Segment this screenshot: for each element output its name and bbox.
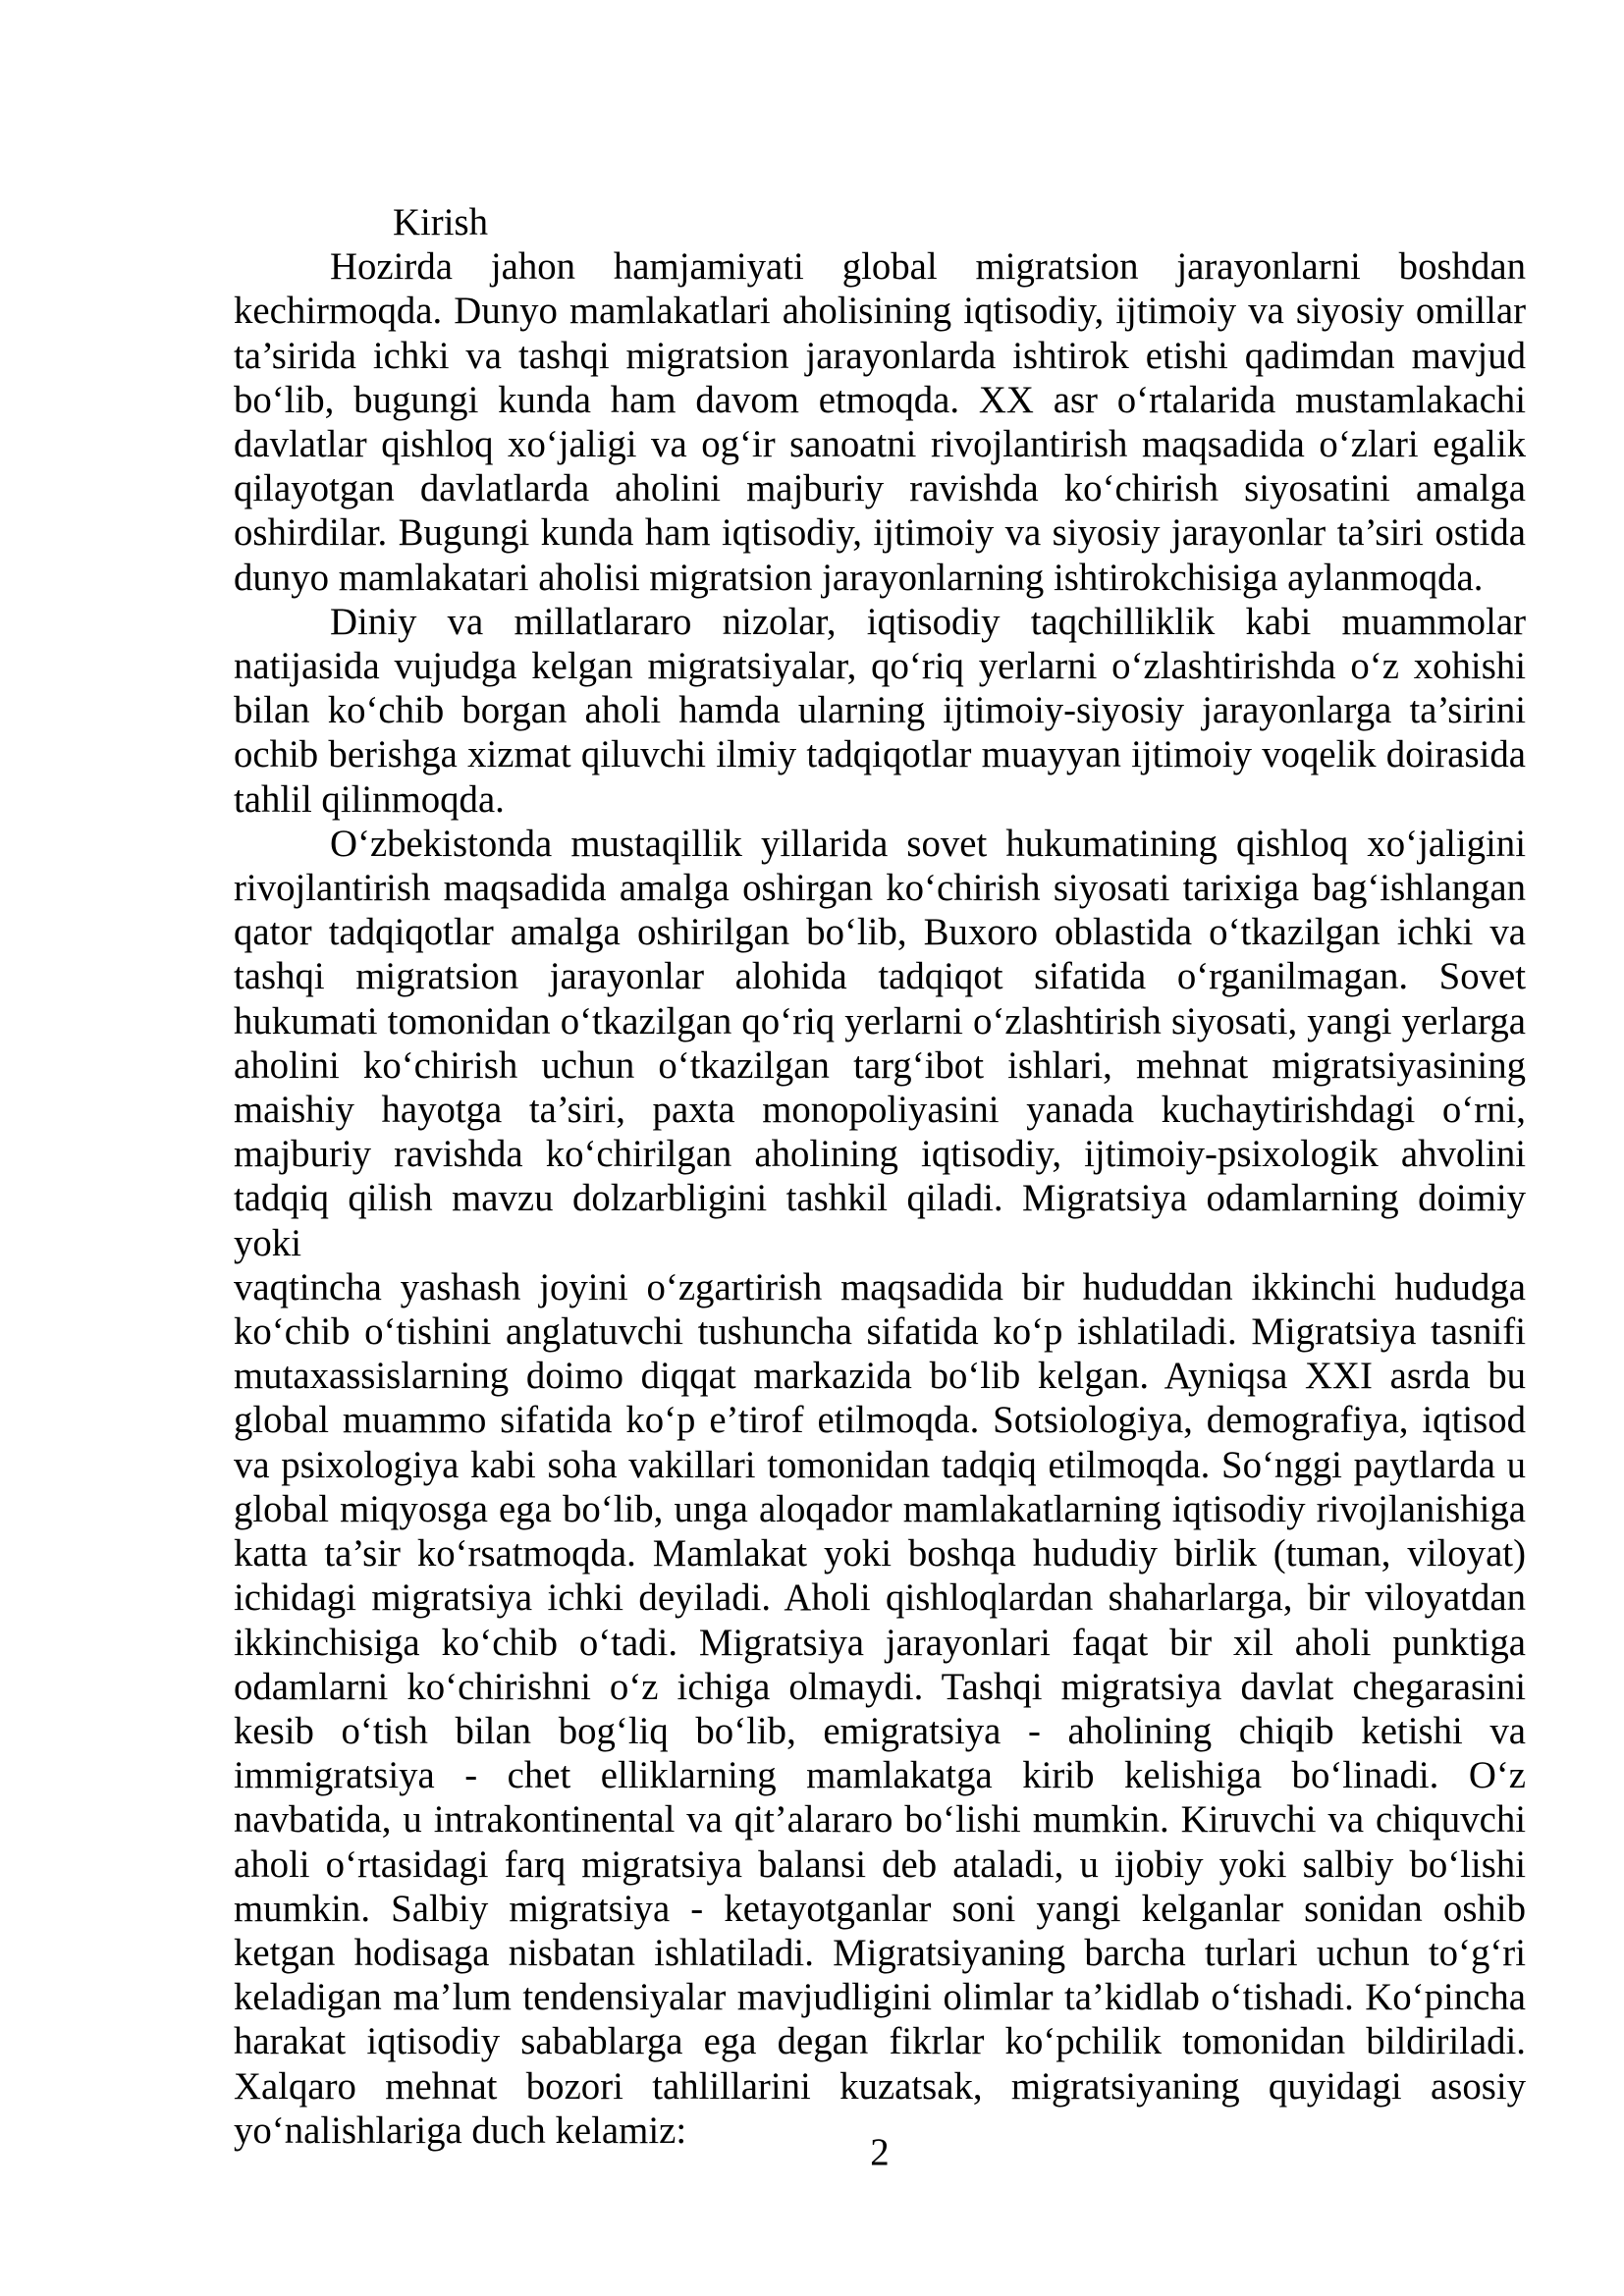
text-line: natijasida vujudga kelgan migratsiyalar, qo‘riq yerlarni o‘zlashtirishda o‘z xohishi [234, 645, 1526, 688]
text-line: davlatlar qishloq xo‘jaligi va og‘ir sanoatni rivojlantirish maqsadida o‘zlari egalik [234, 423, 1526, 466]
text-line: O‘zbekistonda mustaqillik yillarida sovet hukumatining qishloq xo‘jaligini [330, 822, 1526, 865]
text-line: global muammo sifatida ko‘p e’tirof etilmoqda. Sotsiologiya, demografiya, iqtisod [234, 1399, 1526, 1442]
text-line: aholi o‘rtasidagi farq migratsiya balansi deb ataladi, u ijobiy yoki salbiy bo‘lishi [234, 1842, 1526, 1886]
text-line: Hozirda jahon hamjamiyati global migratsion jarayonlarni boshdan [330, 245, 1526, 289]
text-line: majburiy ravishda ko‘chirilgan aholining iqtisodiy, ijtimoiy-psixologik ahvolini [234, 1133, 1526, 1176]
paragraph-2 [234, 600, 1526, 822]
text-line: rivojlantirish maqsadida amalga oshirgan ko‘chirish siyosati tarixiga bag‘ishlangan [234, 867, 1526, 910]
section-heading: Kirish [393, 201, 488, 243]
text-line: maishiy hayotga ta’siri, paxta monopoliyasini yanada kuchaytirishdagi o‘rni, [234, 1089, 1526, 1132]
text-line: immigratsiya - chet elliklarning mamlakatga kirib kelishiga bo‘linadi. O‘z [234, 1754, 1526, 1797]
paragraph-1 [234, 244, 1526, 600]
text-line: oshirdilar. Bugungi kunda ham iqtisodiy, ijtimoiy va siyosiy jarayonlar ta’siri ostida [234, 511, 1526, 555]
text-line: vaqtincha yashash joyini o‘zgartirish maqsadida bir hududdan ikkinchi hududga [234, 1265, 1526, 1308]
text-line: bilan ko‘chib borgan aholi hamda ularning ijtimoiy-siyosiy jarayonlarga ta’sirini [234, 689, 1526, 732]
text-line: qator tadqiqotlar amalga oshirilgan bo‘lib, Buxoro oblastida o‘tkazilgan ichki va [234, 911, 1526, 954]
text-line: ikkinchisiga ko‘chib o‘tadi. Migratsiya jarayonlari faqat bir xil aholi punktiga [234, 1621, 1526, 1664]
text-line: ochib berishga xizmat qiluvchi ilmiy tadqiqotlar muayyan ijtimoiy voqelik doirasida [234, 733, 1526, 776]
text-line: tadqiq qilish mavzu dolzarbligini tashkil qiladi. Migratsiya odamlarning doimiy yoki [234, 1177, 1526, 1264]
text-line: ko‘chib o‘tishini anglatuvchi tushuncha sifatida ko‘p ishlatiladi. Migratsiya tasnifi [234, 1310, 1526, 1354]
text-line: bo‘lib, bugungi kunda ham davom etmoqda. XX asr o‘rtalarida mustamlakachi [234, 378, 1526, 421]
text-line: yo‘nalishlariga duch kelamiz: [234, 2109, 687, 2152]
text-line: Xalqaro mehnat bozori tahlillarini kuzatsak, migratsiyaning quyidagi asosiy [234, 2064, 1526, 2108]
text-line: keladigan ma’lum tendensiyalar mavjudligini olimlar ta’kidlab o‘tishadi. Ko‘pincha [234, 1976, 1526, 2019]
document-body [234, 200, 1526, 2153]
text-line: ketgan hodisaga nisbatan ishlatiladi. Migratsiyaning barcha turlari uchun to‘g‘ri [234, 1931, 1526, 1974]
text-line: ichidagi migratsiya ichki deyiladi. Aholi qishloqlardan shaharlarga, bir viloyatdan [234, 1576, 1526, 1620]
text-line: ta’sirida ichki va tashqi migratsion jarayonlarda ishtirok etishi qadimdan mavjud [234, 334, 1526, 377]
text-line: mutaxassislarning doimo diqqat markazida bo‘lib kelgan. Ayniqsa XXI asrda bu [234, 1355, 1526, 1398]
text-line: tahlil qilinmoqda. [234, 777, 505, 821]
text-line: odamlarni ko‘chirishni o‘z ichiga olmaydi. Tashqi migratsiya davlat chegarasini [234, 1665, 1526, 1708]
text-line: kesib o‘tish bilan bog‘liq bo‘lib, emigratsiya - aholining chiqib ketishi va [234, 1709, 1526, 1752]
text-line: katta ta’sir ko‘rsatmoqda. Mamlakat yoki boshqa hududiy birlik (tuman, viloyat) [234, 1532, 1526, 1575]
page-number: 2 [870, 2131, 890, 2173]
paragraph-3 [234, 822, 1526, 2153]
text-line: navbatida, u intrakontinental va qit’alararo bo‘lishi mumkin. Kiruvchi va chiquvchi [234, 1798, 1526, 1842]
text-line: global miqyosga ega bo‘lib, unga aloqador mamlakatlarning iqtisodiy rivojlanishiga [234, 1487, 1526, 1530]
text-line: harakat iqtisodiy sabablarga ega degan fikrlar ko‘pchilik tomonidan bildiriladi. [234, 2020, 1526, 2063]
text-line: va psixologiya kabi soha vakillari tomonidan tadqiq etilmoqda. So‘nggi paytlarda u [234, 1443, 1526, 1486]
text-line: dunyo mamlakatari aholisi migratsion jarayonlarning ishtirokchisiga aylanmoqda. [234, 556, 1484, 599]
text-line: aholini ko‘chirish uchun o‘tkazilgan targ‘ibot ishlari, mehnat migratsiyasining [234, 1043, 1526, 1087]
text-line: kechirmoqda. Dunyo mamlakatlari aholisining iqtisodiy, ijtimoiy va siyosiy omillar [234, 290, 1526, 333]
text-line: mumkin. Salbiy migratsiya - ketayotganlar soni yangi kelganlar sonidan oshib [234, 1887, 1526, 1930]
text-line: Diniy va millatlararo nizolar, iqtisodiy taqchilliklik kabi muammolar [330, 600, 1526, 643]
text-line: tashqi migratsion jarayonlar alohida tadqiqot sifatida o‘rganilmagan. Sovet [234, 955, 1526, 998]
text-line: qilayotgan davlatlarda aholini majburiy ravishda ko‘chirish siyosatini amalga [234, 467, 1526, 510]
text-line: hukumati tomonidan o‘tkazilgan qo‘riq yerlarni o‘zlashtirish siyosati, yangi yerlarga [234, 999, 1526, 1042]
